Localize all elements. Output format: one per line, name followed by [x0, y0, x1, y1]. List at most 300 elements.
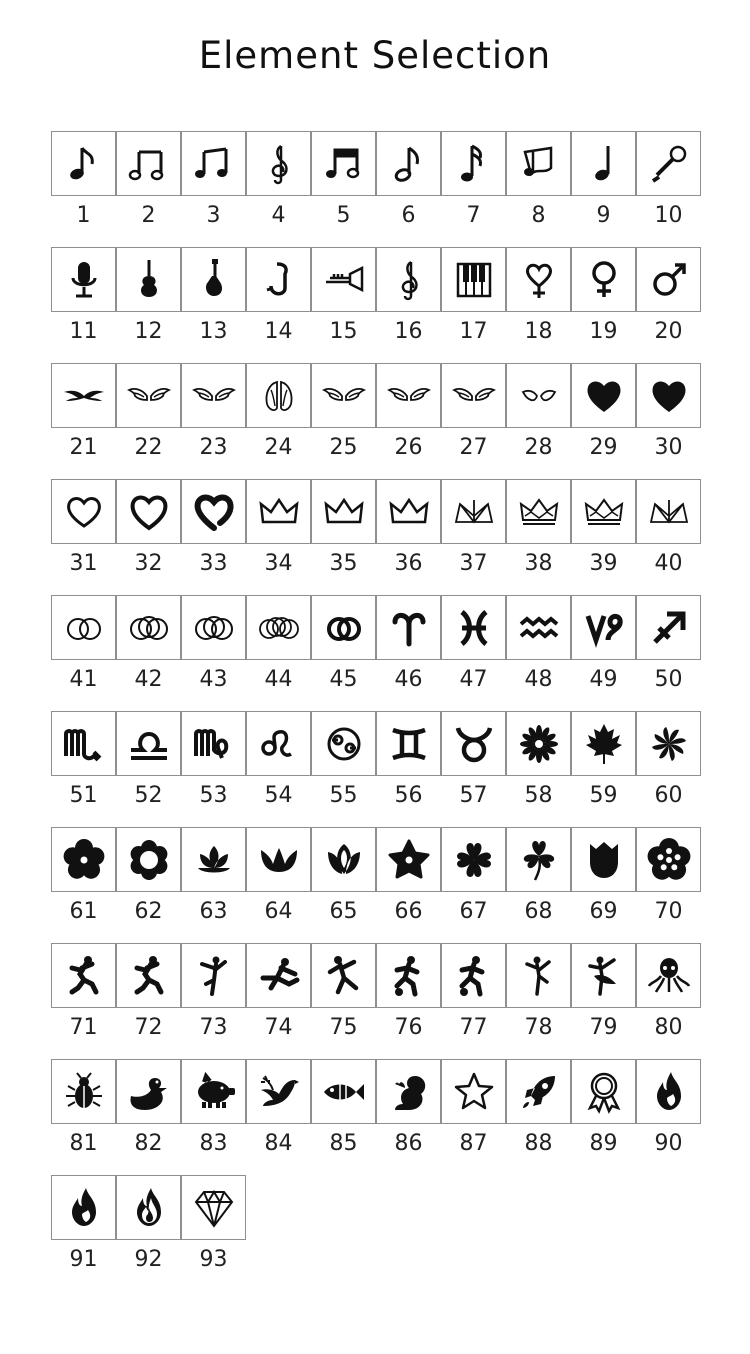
- element-tile[interactable]: [636, 943, 701, 1008]
- microphone-handheld-icon: [645, 140, 693, 188]
- gemini-icon: [385, 720, 433, 768]
- dancer-icon: [60, 952, 108, 1000]
- beetle-icon: [60, 1068, 108, 1116]
- element-option[interactable]: [441, 363, 506, 479]
- soccer-player-icon: [450, 952, 498, 1000]
- element-number: 13: [199, 319, 228, 344]
- element-tile[interactable]: [116, 247, 181, 312]
- element-option[interactable]: [636, 363, 701, 479]
- cancer-icon: [320, 720, 368, 768]
- element-option[interactable]: [181, 363, 246, 479]
- element-tile[interactable]: [246, 363, 311, 428]
- flame-icon: [60, 1184, 108, 1232]
- element-tile[interactable]: [181, 131, 246, 196]
- virgo-icon: [190, 720, 238, 768]
- element-tile[interactable]: [636, 363, 701, 428]
- element-option[interactable]: [181, 479, 246, 595]
- element-number: 73: [199, 1015, 228, 1040]
- element-option[interactable]: [441, 827, 506, 943]
- element-number: 87: [459, 1131, 488, 1156]
- award-ribbon-icon: [580, 1068, 628, 1116]
- element-number: 36: [394, 551, 423, 576]
- element-option[interactable]: [116, 1059, 181, 1175]
- element-option[interactable]: [116, 827, 181, 943]
- element-tile[interactable]: [376, 247, 441, 312]
- star-flower-icon: [385, 836, 433, 884]
- element-option[interactable]: [51, 595, 116, 711]
- element-option[interactable]: [571, 595, 636, 711]
- element-number: 64: [264, 899, 293, 924]
- element-tile[interactable]: [506, 827, 571, 892]
- element-tile[interactable]: [311, 595, 376, 660]
- element-option[interactable]: [376, 1059, 441, 1175]
- element-tile[interactable]: [636, 247, 701, 312]
- element-tile[interactable]: [376, 827, 441, 892]
- element-option[interactable]: [311, 247, 376, 363]
- element-tile[interactable]: [571, 1059, 636, 1124]
- element-tile[interactable]: [506, 1059, 571, 1124]
- element-option[interactable]: [441, 479, 506, 595]
- element-number: 30: [654, 435, 683, 460]
- element-option[interactable]: [441, 595, 506, 711]
- element-tile[interactable]: [116, 711, 181, 776]
- wings-outline-icon: [320, 372, 368, 420]
- rings-bold-icon: [320, 604, 368, 652]
- element-tile[interactable]: [441, 363, 506, 428]
- element-tile[interactable]: [311, 711, 376, 776]
- heart-cross-icon: [515, 256, 563, 304]
- star-outline-icon: [450, 1068, 498, 1116]
- element-tile[interactable]: [116, 943, 181, 1008]
- element-number: 57: [459, 783, 488, 808]
- element-number: 78: [524, 1015, 553, 1040]
- element-tile[interactable]: [116, 1175, 181, 1240]
- element-option[interactable]: [181, 1175, 246, 1291]
- maple-leaf-icon: [580, 720, 628, 768]
- grid-row: [51, 479, 701, 595]
- element-number: 56: [394, 783, 423, 808]
- element-tile[interactable]: [571, 363, 636, 428]
- element-tile[interactable]: [441, 479, 506, 544]
- element-tile[interactable]: [571, 711, 636, 776]
- element-tile[interactable]: [636, 131, 701, 196]
- element-option[interactable]: [246, 131, 311, 247]
- element-option[interactable]: [376, 711, 441, 827]
- element-tile[interactable]: [181, 711, 246, 776]
- element-tile[interactable]: [506, 363, 571, 428]
- crown-outline-icon: [320, 488, 368, 536]
- element-option[interactable]: [636, 479, 701, 595]
- element-option[interactable]: [116, 131, 181, 247]
- element-tile[interactable]: [506, 479, 571, 544]
- element-option[interactable]: [311, 711, 376, 827]
- element-tile[interactable]: [636, 1059, 701, 1124]
- element-tile[interactable]: [311, 943, 376, 1008]
- element-tile[interactable]: [571, 479, 636, 544]
- element-option[interactable]: [116, 247, 181, 363]
- element-option[interactable]: [51, 943, 116, 1059]
- element-option[interactable]: [376, 131, 441, 247]
- element-tile[interactable]: [441, 131, 506, 196]
- wings-folded-icon: [255, 372, 303, 420]
- element-option[interactable]: [181, 247, 246, 363]
- male-symbol-icon: [645, 256, 693, 304]
- wings-outline-icon: [190, 372, 238, 420]
- element-tile[interactable]: [506, 131, 571, 196]
- element-option[interactable]: [441, 131, 506, 247]
- element-option[interactable]: [311, 479, 376, 595]
- element-option[interactable]: [636, 1059, 701, 1175]
- element-option[interactable]: [246, 595, 311, 711]
- element-tile[interactable]: [246, 479, 311, 544]
- element-tile[interactable]: [376, 595, 441, 660]
- element-tile[interactable]: [441, 827, 506, 892]
- heart-solid-icon: [580, 372, 628, 420]
- octopus-icon: [645, 952, 693, 1000]
- lotus-bloom-icon: [320, 836, 368, 884]
- element-number: 40: [654, 551, 683, 576]
- element-number: 34: [264, 551, 293, 576]
- tulip-icon: [580, 836, 628, 884]
- ballerina-icon: [515, 952, 563, 1000]
- element-tile[interactable]: [506, 711, 571, 776]
- element-option[interactable]: [116, 363, 181, 479]
- element-option[interactable]: [441, 943, 506, 1059]
- element-tile[interactable]: [181, 943, 246, 1008]
- dancer-kick-icon: [320, 952, 368, 1000]
- element-tile[interactable]: [246, 1059, 311, 1124]
- element-number: 65: [329, 899, 358, 924]
- element-tile[interactable]: [311, 131, 376, 196]
- grid-row: [51, 1059, 701, 1175]
- element-option[interactable]: [246, 247, 311, 363]
- duck-icon: [125, 1068, 173, 1116]
- eighth-note-outline-icon: [385, 140, 433, 188]
- element-tile[interactable]: [311, 1059, 376, 1124]
- element-tile[interactable]: [181, 595, 246, 660]
- element-tile[interactable]: [51, 595, 116, 660]
- element-number: 63: [199, 899, 228, 924]
- element-tile[interactable]: [571, 943, 636, 1008]
- element-option[interactable]: [376, 595, 441, 711]
- quarter-note-icon: [580, 140, 628, 188]
- rocket-icon: [515, 1068, 563, 1116]
- element-option[interactable]: [246, 827, 311, 943]
- element-tile[interactable]: [51, 479, 116, 544]
- element-number: 22: [134, 435, 163, 460]
- element-number: 49: [589, 667, 618, 692]
- element-number: 33: [199, 551, 228, 576]
- pinwheel-flower-icon: [645, 720, 693, 768]
- element-tile[interactable]: [441, 943, 506, 1008]
- grid-row: [51, 131, 701, 247]
- element-tile[interactable]: [376, 363, 441, 428]
- element-number: 4: [271, 203, 286, 228]
- element-tile[interactable]: [506, 247, 571, 312]
- element-option[interactable]: [506, 247, 571, 363]
- element-tile[interactable]: [441, 1059, 506, 1124]
- element-tile[interactable]: [246, 711, 311, 776]
- element-tile[interactable]: [116, 131, 181, 196]
- element-tile[interactable]: [51, 131, 116, 196]
- element-option[interactable]: [506, 943, 571, 1059]
- fish-icon: [320, 1068, 368, 1116]
- element-number: 28: [524, 435, 553, 460]
- element-number: 17: [459, 319, 488, 344]
- element-option[interactable]: [116, 479, 181, 595]
- element-option[interactable]: [51, 1059, 116, 1175]
- element-option[interactable]: [441, 711, 506, 827]
- element-option[interactable]: [51, 131, 116, 247]
- element-number: 72: [134, 1015, 163, 1040]
- element-tile[interactable]: [311, 363, 376, 428]
- grid-row: [51, 363, 701, 479]
- element-tile[interactable]: [246, 943, 311, 1008]
- element-number: 77: [459, 1015, 488, 1040]
- element-tile[interactable]: [376, 479, 441, 544]
- squirrel-icon: [385, 1068, 433, 1116]
- element-option[interactable]: [246, 1059, 311, 1175]
- element-tile[interactable]: [376, 711, 441, 776]
- treble-clef-icon: [385, 256, 433, 304]
- element-option[interactable]: [571, 131, 636, 247]
- element-tile[interactable]: [51, 363, 116, 428]
- element-tile[interactable]: [571, 827, 636, 892]
- element-number: 15: [329, 319, 358, 344]
- element-tile[interactable]: [51, 711, 116, 776]
- element-number: 44: [264, 667, 293, 692]
- element-option[interactable]: [181, 595, 246, 711]
- leo-icon: [255, 720, 303, 768]
- element-tile[interactable]: [181, 1059, 246, 1124]
- element-number: 60: [654, 783, 683, 808]
- element-tile[interactable]: [246, 131, 311, 196]
- element-tile[interactable]: [51, 1059, 116, 1124]
- element-option[interactable]: [376, 247, 441, 363]
- element-option[interactable]: [181, 131, 246, 247]
- element-tile[interactable]: [571, 247, 636, 312]
- element-tile[interactable]: [51, 943, 116, 1008]
- dancer-icon: [125, 952, 173, 1000]
- element-option[interactable]: [571, 479, 636, 595]
- element-option[interactable]: [506, 363, 571, 479]
- element-number: 47: [459, 667, 488, 692]
- element-option[interactable]: [376, 479, 441, 595]
- element-option[interactable]: [571, 363, 636, 479]
- element-option[interactable]: [636, 595, 701, 711]
- element-option[interactable]: [311, 131, 376, 247]
- element-tile[interactable]: [181, 827, 246, 892]
- element-option[interactable]: [181, 1059, 246, 1175]
- element-tile[interactable]: [571, 595, 636, 660]
- element-tile[interactable]: [636, 827, 701, 892]
- blossom-icon: [645, 836, 693, 884]
- element-number: 5: [336, 203, 351, 228]
- element-number: 59: [589, 783, 618, 808]
- element-tile[interactable]: [376, 131, 441, 196]
- element-number: 66: [394, 899, 423, 924]
- element-tile[interactable]: [181, 247, 246, 312]
- element-number: 41: [69, 667, 98, 692]
- element-option[interactable]: [506, 827, 571, 943]
- element-option[interactable]: [246, 711, 311, 827]
- element-number: 29: [589, 435, 618, 460]
- element-number: 58: [524, 783, 553, 808]
- element-tile[interactable]: [116, 479, 181, 544]
- element-number: 16: [394, 319, 423, 344]
- element-option[interactable]: [181, 711, 246, 827]
- element-number: 68: [524, 899, 553, 924]
- element-number: 32: [134, 551, 163, 576]
- element-option[interactable]: [506, 1059, 571, 1175]
- element-tile[interactable]: [116, 1059, 181, 1124]
- element-tile[interactable]: [246, 595, 311, 660]
- grid-row: [51, 1175, 701, 1291]
- taurus-icon: [450, 720, 498, 768]
- element-option[interactable]: [311, 943, 376, 1059]
- element-tile[interactable]: [181, 479, 246, 544]
- rings-two-icon: [60, 604, 108, 652]
- element-tile[interactable]: [311, 247, 376, 312]
- flame-icon: [645, 1068, 693, 1116]
- element-option[interactable]: [506, 595, 571, 711]
- element-number: 81: [69, 1131, 98, 1156]
- element-option[interactable]: [441, 1059, 506, 1175]
- element-option[interactable]: [376, 943, 441, 1059]
- element-option[interactable]: [116, 711, 181, 827]
- element-number: 18: [524, 319, 553, 344]
- element-tile[interactable]: [51, 1175, 116, 1240]
- element-tile[interactable]: [506, 595, 571, 660]
- element-tile[interactable]: [246, 827, 311, 892]
- element-option[interactable]: [636, 247, 701, 363]
- element-number: 62: [134, 899, 163, 924]
- element-number: 37: [459, 551, 488, 576]
- element-tile[interactable]: [116, 363, 181, 428]
- element-number: 48: [524, 667, 553, 692]
- element-option[interactable]: [376, 827, 441, 943]
- element-option[interactable]: [116, 1175, 181, 1291]
- crown-geometric-icon: [450, 488, 498, 536]
- element-tile[interactable]: [636, 479, 701, 544]
- element-tile[interactable]: [441, 247, 506, 312]
- element-number: 80: [654, 1015, 683, 1040]
- element-number: 14: [264, 319, 293, 344]
- element-tile[interactable]: [441, 595, 506, 660]
- element-number: 74: [264, 1015, 293, 1040]
- element-option[interactable]: [571, 827, 636, 943]
- element-option[interactable]: [571, 943, 636, 1059]
- element-option[interactable]: [311, 1059, 376, 1175]
- element-option[interactable]: [441, 247, 506, 363]
- element-option[interactable]: [181, 827, 246, 943]
- element-option[interactable]: [51, 711, 116, 827]
- element-option[interactable]: [506, 711, 571, 827]
- element-tile[interactable]: [376, 943, 441, 1008]
- element-number: 39: [589, 551, 618, 576]
- sagittarius-icon: [645, 604, 693, 652]
- element-tile[interactable]: [116, 827, 181, 892]
- element-option[interactable]: [636, 827, 701, 943]
- element-option[interactable]: [181, 943, 246, 1059]
- grid-row: [51, 943, 701, 1059]
- element-tile[interactable]: [51, 827, 116, 892]
- element-tile[interactable]: [246, 247, 311, 312]
- saxophone-icon: [255, 256, 303, 304]
- element-number: 11: [69, 319, 98, 344]
- crown-outline-icon: [385, 488, 433, 536]
- element-number: 20: [654, 319, 683, 344]
- sheet-note-icon: [515, 140, 563, 188]
- element-number: 70: [654, 899, 683, 924]
- element-number: 51: [69, 783, 98, 808]
- element-tile[interactable]: [116, 595, 181, 660]
- element-tile[interactable]: [376, 1059, 441, 1124]
- element-number: 79: [589, 1015, 618, 1040]
- element-option[interactable]: [51, 479, 116, 595]
- heart-brush-icon: [190, 488, 238, 536]
- element-option[interactable]: [246, 479, 311, 595]
- element-option[interactable]: [376, 363, 441, 479]
- grid-row: [51, 827, 701, 943]
- dancer-leap-icon: [190, 952, 238, 1000]
- element-option[interactable]: [506, 479, 571, 595]
- element-tile[interactable]: [181, 1175, 246, 1240]
- element-option[interactable]: [311, 363, 376, 479]
- element-option[interactable]: [116, 595, 181, 711]
- element-option[interactable]: [51, 1175, 116, 1291]
- element-number: 8: [531, 203, 546, 228]
- element-number: 67: [459, 899, 488, 924]
- element-tile[interactable]: [441, 711, 506, 776]
- element-option[interactable]: [51, 827, 116, 943]
- element-option[interactable]: [246, 943, 311, 1059]
- element-tile[interactable]: [311, 479, 376, 544]
- element-option[interactable]: [51, 363, 116, 479]
- element-number: 46: [394, 667, 423, 692]
- element-number: 3: [206, 203, 221, 228]
- element-tile[interactable]: [636, 711, 701, 776]
- element-option[interactable]: [51, 247, 116, 363]
- element-option[interactable]: [571, 711, 636, 827]
- element-option[interactable]: [311, 827, 376, 943]
- element-tile[interactable]: [636, 595, 701, 660]
- element-number: 53: [199, 783, 228, 808]
- element-option[interactable]: [636, 711, 701, 827]
- element-number: 19: [589, 319, 618, 344]
- element-option[interactable]: [571, 1059, 636, 1175]
- element-option[interactable]: [636, 943, 701, 1059]
- element-tile[interactable]: [51, 247, 116, 312]
- element-number: 31: [69, 551, 98, 576]
- element-option[interactable]: [246, 363, 311, 479]
- element-option[interactable]: [116, 943, 181, 1059]
- soccer-player-icon: [385, 952, 433, 1000]
- element-tile[interactable]: [181, 363, 246, 428]
- element-tile[interactable]: [506, 943, 571, 1008]
- element-option[interactable]: [636, 131, 701, 247]
- aries-icon: [385, 604, 433, 652]
- element-option[interactable]: [506, 131, 571, 247]
- element-tile[interactable]: [571, 131, 636, 196]
- flower-outline-icon: [125, 836, 173, 884]
- element-tile[interactable]: [311, 827, 376, 892]
- element-option[interactable]: [571, 247, 636, 363]
- element-option[interactable]: [311, 595, 376, 711]
- element-number: 84: [264, 1131, 293, 1156]
- element-number: 38: [524, 551, 553, 576]
- element-number: 27: [459, 435, 488, 460]
